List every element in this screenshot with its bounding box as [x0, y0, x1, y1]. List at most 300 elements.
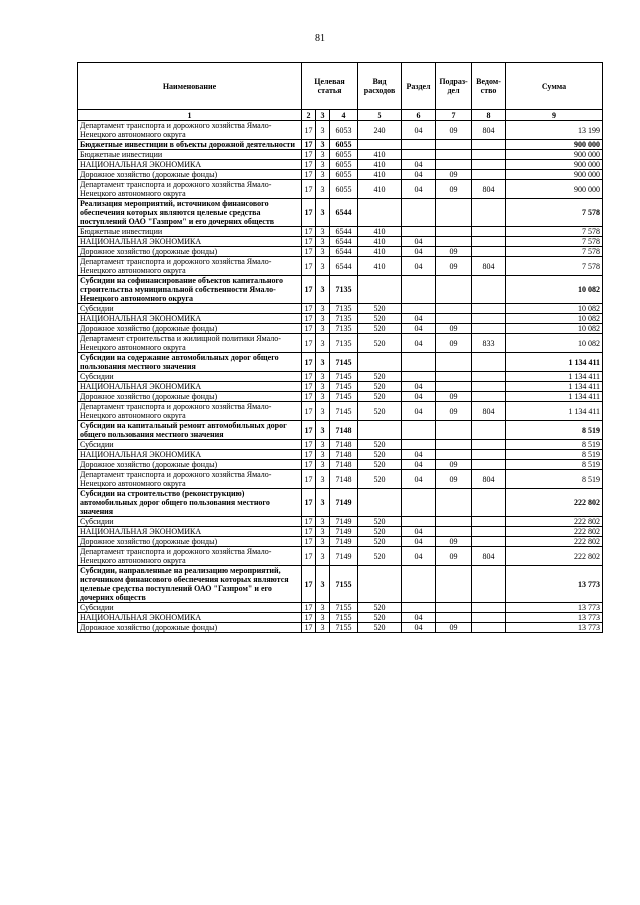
cell-target-subprogram: 3: [316, 421, 330, 440]
table-row: [78, 372, 603, 382]
cell-section: 04: [402, 314, 436, 324]
column-number: 3: [316, 110, 330, 121]
cell-name: Субсидии на капитальный ремонт автомобильных дорог общего пользования местного значения: [78, 421, 302, 440]
cell-section: 04: [402, 160, 436, 170]
cell-name: Субсидии: [78, 517, 302, 527]
table-row: [78, 353, 603, 372]
cell-name: Субсидии, направленные на реализацию мероприятий, источником финансового обеспечения которых являются целевые средства поступлений ОАО "Газпром" и его дочерних обществ: [78, 566, 302, 603]
cell-subsection: [436, 440, 472, 450]
cell-name: Дорожное хозяйство (дорожные фонды): [78, 247, 302, 257]
cell-name: Департамент строительства и жилищной политики Ямало-Ненецкого автономного округа: [78, 334, 302, 353]
cell-sum: 1 134 411: [506, 392, 603, 402]
cell-section: 04: [402, 247, 436, 257]
cell-target-code: 7145: [330, 382, 358, 392]
cell-subsection: 09: [436, 460, 472, 470]
cell-expense-kind: 410: [358, 150, 402, 160]
cell-subsection: 09: [436, 537, 472, 547]
cell-target-program: 17: [302, 276, 316, 304]
cell-target-subprogram: 3: [316, 517, 330, 527]
table-row: [78, 150, 603, 160]
table-row: [78, 421, 603, 440]
cell-department: 804: [472, 180, 506, 199]
cell-target-subprogram: 3: [316, 527, 330, 537]
cell-expense-kind: [358, 489, 402, 517]
cell-target-subprogram: 3: [316, 150, 330, 160]
cell-target-subprogram: 3: [316, 382, 330, 392]
cell-target-code: 7149: [330, 527, 358, 537]
table-row: [78, 334, 603, 353]
cell-section: [402, 199, 436, 227]
cell-target-code: 6544: [330, 257, 358, 276]
cell-sum: 10 082: [506, 334, 603, 353]
cell-subsection: [436, 566, 472, 603]
cell-sum: 10 082: [506, 304, 603, 314]
cell-expense-kind: 410: [358, 160, 402, 170]
cell-target-code: 7148: [330, 440, 358, 450]
cell-target-program: 17: [302, 247, 316, 257]
cell-sum: 13 773: [506, 566, 603, 603]
header-section: Раздел: [402, 63, 436, 110]
cell-sum: 900 000: [506, 160, 603, 170]
cell-name: Субсидии: [78, 440, 302, 450]
cell-expense-kind: 520: [358, 547, 402, 566]
cell-expense-kind: 410: [358, 170, 402, 180]
cell-sum: 13 199: [506, 121, 603, 140]
cell-expense-kind: 520: [358, 470, 402, 489]
cell-expense-kind: [358, 276, 402, 304]
cell-section: 04: [402, 324, 436, 334]
cell-expense-kind: 520: [358, 623, 402, 633]
cell-target-program: 17: [302, 257, 316, 276]
cell-target-code: 7155: [330, 623, 358, 633]
cell-target-subprogram: 3: [316, 402, 330, 421]
cell-subsection: [436, 450, 472, 460]
cell-target-subprogram: 3: [316, 537, 330, 547]
table-row: [78, 566, 603, 603]
cell-target-subprogram: 3: [316, 547, 330, 566]
cell-target-code: 6544: [330, 199, 358, 227]
cell-target-program: 17: [302, 402, 316, 421]
cell-target-subprogram: 3: [316, 613, 330, 623]
cell-target-code: 6544: [330, 227, 358, 237]
cell-target-program: 17: [302, 324, 316, 334]
cell-department: [472, 392, 506, 402]
column-number: 6: [402, 110, 436, 121]
table-row: [78, 537, 603, 547]
cell-target-program: 17: [302, 547, 316, 566]
cell-sum: 10 082: [506, 314, 603, 324]
cell-target-subprogram: 3: [316, 257, 330, 276]
cell-name: Дорожное хозяйство (дорожные фонды): [78, 170, 302, 180]
cell-name: НАЦИОНАЛЬНАЯ ЭКОНОМИКА: [78, 160, 302, 170]
cell-subsection: 09: [436, 623, 472, 633]
cell-expense-kind: [358, 566, 402, 603]
cell-section: 04: [402, 402, 436, 421]
cell-target-subprogram: 3: [316, 460, 330, 470]
cell-sum: 900 000: [506, 150, 603, 160]
cell-subsection: [436, 382, 472, 392]
cell-target-program: 17: [302, 421, 316, 440]
cell-section: 04: [402, 547, 436, 566]
cell-subsection: [436, 276, 472, 304]
cell-department: 804: [472, 547, 506, 566]
column-number: 9: [506, 110, 603, 121]
cell-section: [402, 150, 436, 160]
cell-target-code: 6055: [330, 150, 358, 160]
cell-target-code: 6055: [330, 180, 358, 199]
cell-target-code: 7135: [330, 324, 358, 334]
table-body: [78, 121, 603, 633]
cell-target-program: 17: [302, 150, 316, 160]
cell-name: НАЦИОНАЛЬНАЯ ЭКОНОМИКА: [78, 527, 302, 537]
cell-target-subprogram: 3: [316, 372, 330, 382]
column-number-row: [78, 110, 603, 121]
cell-target-subprogram: 3: [316, 180, 330, 199]
header-name: Наименование: [78, 63, 302, 110]
cell-department: 833: [472, 334, 506, 353]
cell-expense-kind: 520: [358, 440, 402, 450]
cell-section: [402, 440, 436, 450]
cell-sum: 10 082: [506, 324, 603, 334]
table-row: [78, 402, 603, 421]
cell-target-subprogram: 3: [316, 276, 330, 304]
table-row: [78, 450, 603, 460]
cell-target-code: 7135: [330, 314, 358, 324]
cell-name: Бюджетные инвестиции: [78, 227, 302, 237]
cell-name: Департамент транспорта и дорожного хозяйства Ямало-Ненецкого автономного округа: [78, 121, 302, 140]
cell-expense-kind: 520: [358, 382, 402, 392]
cell-expense-kind: 520: [358, 537, 402, 547]
cell-target-code: 6053: [330, 121, 358, 140]
cell-target-subprogram: 3: [316, 603, 330, 613]
table-row: [78, 440, 603, 450]
cell-sum: 13 773: [506, 623, 603, 633]
cell-name: Бюджетные инвестиции: [78, 150, 302, 160]
cell-name: Субсидии: [78, 372, 302, 382]
header-subsection: Подраз-дел: [436, 63, 472, 110]
cell-department: [472, 489, 506, 517]
table-row: [78, 121, 603, 140]
cell-section: [402, 140, 436, 150]
cell-target-code: 7135: [330, 334, 358, 353]
cell-sum: 8 519: [506, 440, 603, 450]
cell-target-program: 17: [302, 237, 316, 247]
cell-section: [402, 566, 436, 603]
cell-section: 04: [402, 450, 436, 460]
cell-section: 04: [402, 334, 436, 353]
cell-sum: 1 134 411: [506, 372, 603, 382]
cell-section: [402, 353, 436, 372]
cell-target-program: 17: [302, 227, 316, 237]
cell-department: [472, 450, 506, 460]
cell-department: [472, 150, 506, 160]
cell-department: [472, 613, 506, 623]
header-expense-kind: Вид расходов: [358, 63, 402, 110]
cell-department: [472, 382, 506, 392]
cell-expense-kind: [358, 353, 402, 372]
cell-sum: 8 519: [506, 460, 603, 470]
cell-target-program: 17: [302, 382, 316, 392]
cell-sum: 7 578: [506, 199, 603, 227]
cell-name: Департамент транспорта и дорожного хозяйства Ямало-Ненецкого автономного округа: [78, 547, 302, 566]
cell-department: [472, 227, 506, 237]
cell-expense-kind: 520: [358, 450, 402, 460]
cell-department: 804: [472, 121, 506, 140]
cell-section: 04: [402, 257, 436, 276]
cell-name: Субсидии: [78, 304, 302, 314]
cell-target-subprogram: 3: [316, 170, 330, 180]
cell-target-code: 7148: [330, 470, 358, 489]
table-row: [78, 392, 603, 402]
table-row: [78, 227, 603, 237]
cell-target-program: 17: [302, 537, 316, 547]
cell-target-subprogram: 3: [316, 199, 330, 227]
cell-subsection: [436, 304, 472, 314]
header-department: Ведом-ство: [472, 63, 506, 110]
table-row: [78, 623, 603, 633]
cell-target-program: 17: [302, 353, 316, 372]
cell-department: [472, 199, 506, 227]
table-row: [78, 180, 603, 199]
cell-name: Дорожное хозяйство (дорожные фонды): [78, 537, 302, 547]
cell-target-subprogram: 3: [316, 450, 330, 460]
cell-section: [402, 421, 436, 440]
cell-target-program: 17: [302, 372, 316, 382]
cell-sum: 7 578: [506, 227, 603, 237]
cell-subsection: [436, 314, 472, 324]
table-row: [78, 257, 603, 276]
cell-target-program: 17: [302, 489, 316, 517]
cell-section: 04: [402, 527, 436, 537]
cell-sum: 7 578: [506, 247, 603, 257]
table-row: [78, 314, 603, 324]
cell-name: НАЦИОНАЛЬНАЯ ЭКОНОМИКА: [78, 314, 302, 324]
cell-department: [472, 372, 506, 382]
cell-subsection: 09: [436, 334, 472, 353]
cell-target-subprogram: 3: [316, 237, 330, 247]
cell-target-program: 17: [302, 460, 316, 470]
cell-target-subprogram: 3: [316, 247, 330, 257]
cell-section: 04: [402, 613, 436, 623]
cell-section: 04: [402, 623, 436, 633]
table-row: [78, 547, 603, 566]
cell-subsection: 09: [436, 121, 472, 140]
header-target-article: Целевая статья: [302, 63, 358, 110]
cell-subsection: [436, 517, 472, 527]
cell-department: [472, 324, 506, 334]
cell-sum: 900 000: [506, 170, 603, 180]
cell-target-program: 17: [302, 180, 316, 199]
column-number: 4: [330, 110, 358, 121]
cell-expense-kind: 520: [358, 517, 402, 527]
column-number: 8: [472, 110, 506, 121]
cell-target-subprogram: 3: [316, 353, 330, 372]
cell-department: [472, 566, 506, 603]
cell-target-subprogram: 3: [316, 121, 330, 140]
cell-target-code: 7145: [330, 402, 358, 421]
cell-target-subprogram: 3: [316, 304, 330, 314]
cell-name: НАЦИОНАЛЬНАЯ ЭКОНОМИКА: [78, 450, 302, 460]
cell-subsection: [436, 150, 472, 160]
cell-target-code: 7149: [330, 517, 358, 527]
cell-target-subprogram: 3: [316, 489, 330, 517]
table-row: [78, 460, 603, 470]
cell-target-program: 17: [302, 517, 316, 527]
cell-name: Дорожное хозяйство (дорожные фонды): [78, 460, 302, 470]
cell-subsection: [436, 227, 472, 237]
cell-section: 04: [402, 170, 436, 180]
cell-expense-kind: 410: [358, 180, 402, 199]
header-sum: Сумма: [506, 63, 603, 110]
cell-sum: 1 134 411: [506, 402, 603, 421]
cell-target-program: 17: [302, 566, 316, 603]
cell-subsection: 09: [436, 392, 472, 402]
cell-target-subprogram: 3: [316, 470, 330, 489]
cell-expense-kind: 520: [358, 324, 402, 334]
cell-target-program: 17: [302, 450, 316, 460]
cell-target-subprogram: 3: [316, 334, 330, 353]
cell-name: Дорожное хозяйство (дорожные фонды): [78, 623, 302, 633]
cell-name: Субсидии на строительство (реконструкцию) автомобильных дорог общего пользования местного значения: [78, 489, 302, 517]
cell-target-subprogram: 3: [316, 566, 330, 603]
page-number: 81: [315, 33, 325, 44]
table-row: [78, 613, 603, 623]
cell-sum: 222 802: [506, 537, 603, 547]
cell-expense-kind: 520: [358, 460, 402, 470]
column-number: 2: [302, 110, 316, 121]
cell-target-subprogram: 3: [316, 324, 330, 334]
cell-target-subprogram: 3: [316, 440, 330, 450]
cell-name: НАЦИОНАЛЬНАЯ ЭКОНОМИКА: [78, 613, 302, 623]
cell-subsection: [436, 353, 472, 372]
cell-department: [472, 314, 506, 324]
cell-target-program: 17: [302, 623, 316, 633]
cell-expense-kind: 520: [358, 392, 402, 402]
cell-target-program: 17: [302, 314, 316, 324]
cell-target-code: 7145: [330, 372, 358, 382]
budget-table: [77, 62, 603, 633]
cell-target-code: 7155: [330, 566, 358, 603]
cell-section: 04: [402, 121, 436, 140]
cell-name: Дорожное хозяйство (дорожные фонды): [78, 392, 302, 402]
cell-section: 04: [402, 382, 436, 392]
cell-section: [402, 603, 436, 613]
table-row: [78, 527, 603, 537]
cell-target-program: 17: [302, 160, 316, 170]
cell-expense-kind: 520: [358, 372, 402, 382]
cell-subsection: 09: [436, 470, 472, 489]
cell-target-subprogram: 3: [316, 623, 330, 633]
cell-name: Субсидии: [78, 603, 302, 613]
cell-target-code: 7148: [330, 460, 358, 470]
cell-name: Субсидии на содержание автомобильных дорог общего пользования местного значения: [78, 353, 302, 372]
cell-expense-kind: 520: [358, 304, 402, 314]
cell-section: 04: [402, 460, 436, 470]
cell-subsection: 09: [436, 180, 472, 199]
cell-target-subprogram: 3: [316, 314, 330, 324]
cell-expense-kind: 520: [358, 603, 402, 613]
cell-expense-kind: 410: [358, 247, 402, 257]
cell-target-program: 17: [302, 440, 316, 450]
table-row: [78, 199, 603, 227]
cell-sum: 13 773: [506, 603, 603, 613]
cell-target-code: 7155: [330, 613, 358, 623]
cell-section: 04: [402, 237, 436, 247]
table-row: [78, 304, 603, 314]
cell-department: 804: [472, 470, 506, 489]
cell-section: [402, 372, 436, 382]
cell-target-code: 7135: [330, 304, 358, 314]
cell-section: 04: [402, 392, 436, 402]
cell-target-program: 17: [302, 199, 316, 227]
cell-expense-kind: [358, 199, 402, 227]
cell-subsection: [436, 140, 472, 150]
cell-sum: 8 519: [506, 450, 603, 460]
cell-department: [472, 276, 506, 304]
cell-section: [402, 489, 436, 517]
cell-department: [472, 537, 506, 547]
cell-section: [402, 227, 436, 237]
table-row: [78, 382, 603, 392]
cell-sum: 10 082: [506, 276, 603, 304]
cell-target-subprogram: 3: [316, 227, 330, 237]
cell-target-program: 17: [302, 334, 316, 353]
cell-expense-kind: 520: [358, 334, 402, 353]
cell-name: Бюджетные инвестиции в объекты дорожной деятельности: [78, 140, 302, 150]
cell-target-code: 7145: [330, 392, 358, 402]
cell-name: Департамент транспорта и дорожного хозяйства Ямало-Ненецкого автономного округа: [78, 470, 302, 489]
cell-target-program: 17: [302, 527, 316, 537]
cell-department: [472, 460, 506, 470]
cell-sum: 900 000: [506, 140, 603, 150]
cell-target-program: 17: [302, 170, 316, 180]
table-row: [78, 140, 603, 150]
cell-target-code: 7149: [330, 489, 358, 517]
cell-sum: 7 578: [506, 257, 603, 276]
cell-expense-kind: 520: [358, 613, 402, 623]
table-row: [78, 324, 603, 334]
cell-expense-kind: 410: [358, 257, 402, 276]
cell-subsection: [436, 489, 472, 517]
cell-department: [472, 353, 506, 372]
cell-section: 04: [402, 180, 436, 199]
cell-name: Реализация мероприятий, источником финансового обеспечения которых являются целевые средства поступлений ОАО "Газпром" и его дочерних обществ: [78, 199, 302, 227]
cell-expense-kind: 410: [358, 227, 402, 237]
cell-subsection: [436, 237, 472, 247]
cell-expense-kind: 410: [358, 237, 402, 247]
cell-target-code: 6055: [330, 160, 358, 170]
cell-subsection: [436, 160, 472, 170]
cell-target-program: 17: [302, 470, 316, 489]
cell-name: НАЦИОНАЛЬНАЯ ЭКОНОМИКА: [78, 382, 302, 392]
cell-target-code: 7149: [330, 547, 358, 566]
cell-department: [472, 237, 506, 247]
cell-section: 04: [402, 470, 436, 489]
cell-sum: 1 134 411: [506, 353, 603, 372]
cell-sum: 222 802: [506, 527, 603, 537]
cell-subsection: 09: [436, 402, 472, 421]
cell-department: [472, 160, 506, 170]
cell-name: НАЦИОНАЛЬНАЯ ЭКОНОМИКА: [78, 237, 302, 247]
cell-target-code: 6055: [330, 140, 358, 150]
cell-expense-kind: [358, 421, 402, 440]
cell-subsection: 09: [436, 324, 472, 334]
cell-name: Департамент транспорта и дорожного хозяйства Ямало-Ненецкого автономного округа: [78, 402, 302, 421]
table-row: [78, 237, 603, 247]
cell-subsection: 09: [436, 257, 472, 276]
table-row: [78, 603, 603, 613]
cell-department: [472, 247, 506, 257]
